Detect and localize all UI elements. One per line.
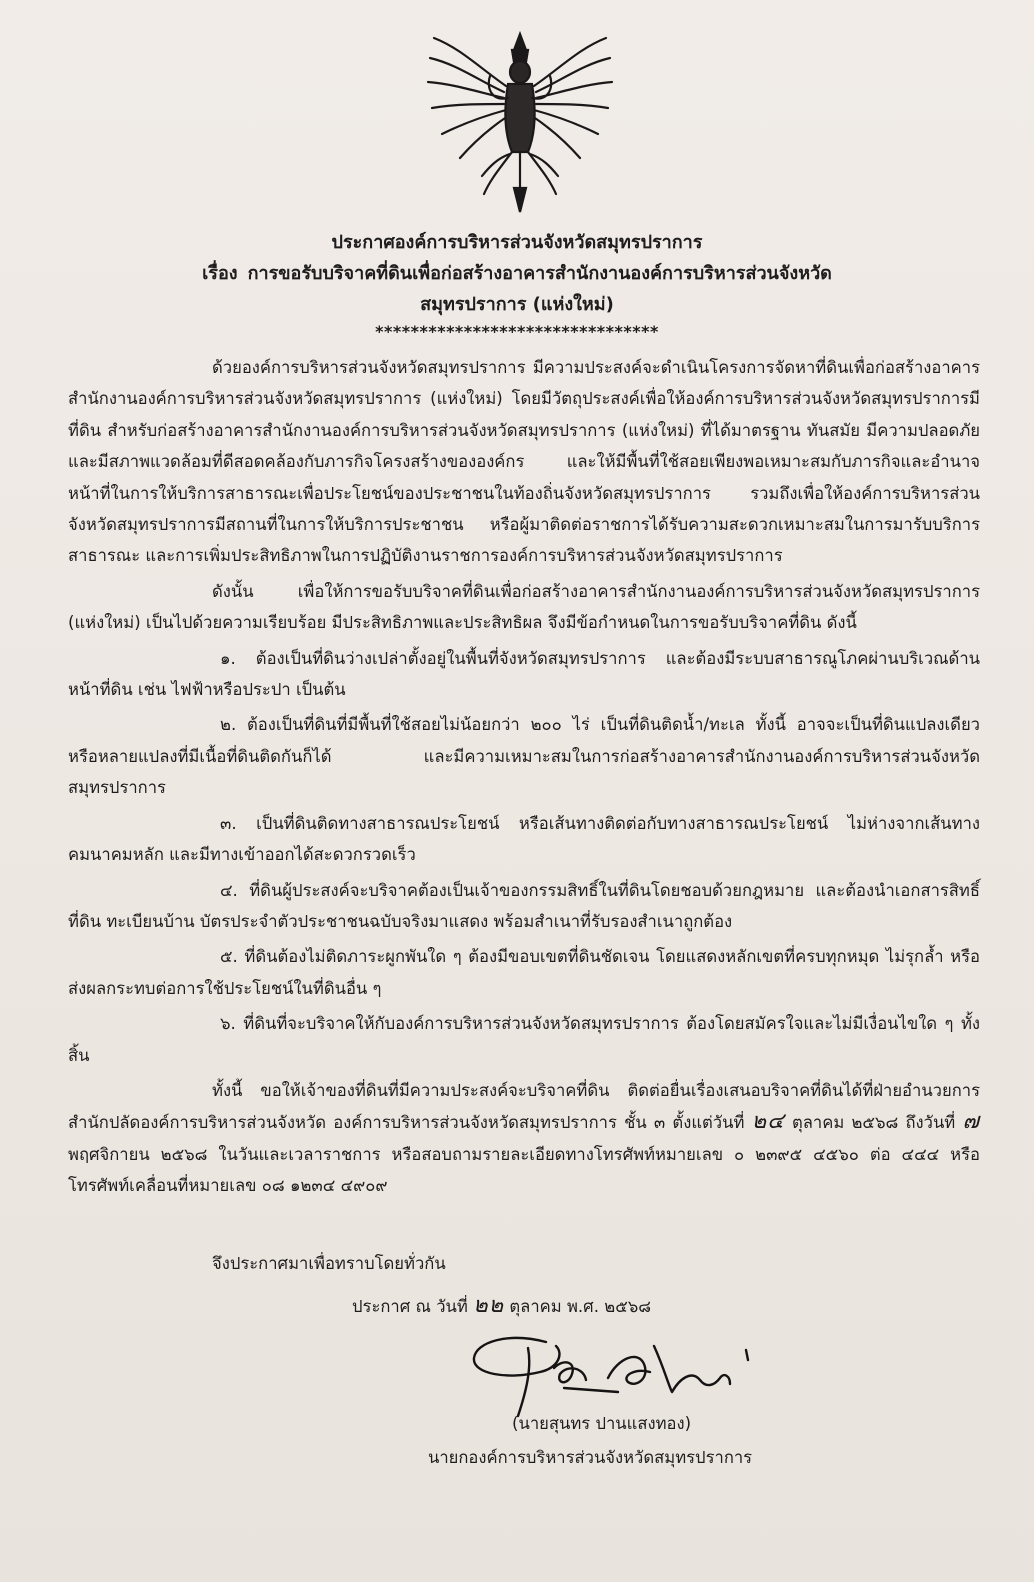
subject-label: เรื่อง bbox=[202, 263, 238, 284]
announce-date bbox=[352, 1290, 651, 1322]
document-body bbox=[68, 352, 980, 1206]
condition-item-1: ๑. ต้องเป็นที่ดินว่างเปล่าตั้งอยู่ในพื้นที่จังหวัดสมุทรปราการ และต้องมีระบบสาธารณูโภคผ่านบริเวณด้านหน้าที่ดิน เช่น ไฟฟ้าหรือประปา เป็นต้น bbox=[68, 648, 980, 700]
handwritten-start-day: ๒๔ bbox=[751, 1109, 785, 1135]
subject-text-line1: การขอรับบริจาคที่ดินเพื่อก่อสร้างอาคารสำนักงานองค์การบริหารส่วนจังหวัด bbox=[247, 263, 832, 284]
contact-text-c: พฤศจิกายน ๒๕๖๘ ในวันและเวลาราชการ หรือสอบถามรายละเอียดทางโทรศัพท์หมายเลข ๐ ๒๓๙๕ ๔๕๖๐ ต่อ ๔๔๔ หรือโทรศัพท์เคลื่อนที่หมายเลข ๐๘ ๑๒๓๔ ๔๙๐๙ bbox=[68, 1144, 980, 1196]
garuda-emblem-icon bbox=[420, 28, 620, 218]
condition-item-6: ๖. ที่ดินที่จะบริจาคให้กับองค์การบริหารส่วนจังหวัดสมุทรปราการ ต้องโดยสมัครใจและไม่มีเงื่อนไขใด ๆ ทั้งสิ้น bbox=[68, 1014, 980, 1065]
handwritten-date-day: ๒๒ bbox=[473, 1293, 505, 1318]
paragraph-contact bbox=[68, 1075, 980, 1202]
contact-text-b: ตุลาคม ๒๕๖๘ ถึงวันที่ bbox=[791, 1113, 956, 1133]
condition-item-5: ๕. ที่ดินต้องไม่ติดภาระผูกพันใด ๆ ต้องมีขอบเขตที่ดินชัดเจน โดยแสดงหลักเขตที่ครบทุกหมุด ไม่รุกล้ำ หรือส่งผลกระทบต่อการใช้ประโยชน์ในที่ดินอื่น ๆ bbox=[68, 947, 980, 998]
paragraph-conditions-lead: ดังนั้น เพื่อให้การขอรับบริจาคที่ดินเพื่อก่อสร้างอาคารสำนักงานองค์การบริหารส่วนจังหวัดสมุทรปราการ (แห่งใหม่) เป็นไปด้วยความเรียบร้อย มีประสิทธิภาพและประสิทธิผล จึงมีข้อกำหนดในการขอรับบริจาคที่ดิน ดังนี้ bbox=[68, 581, 980, 633]
condition-item-4: ๔. ที่ดินผู้ประสงค์จะบริจาคต้องเป็นเจ้าของกรรมสิทธิ์ในที่ดินโดยชอบด้วยกฎหมาย และต้องนำเอกสารสิทธิ์ที่ดิน ทะเบียนบ้าน บัตรประจำตัวประชาชนฉบับจริงมาแสดง พร้อมสำเนาที่รับรองสำเนาถูกต้อง bbox=[68, 880, 980, 931]
subject-line bbox=[0, 258, 1034, 289]
paragraph-intro: ด้วยองค์การบริหารส่วนจังหวัดสมุทรปราการ มีความประสงค์จะดำเนินโครงการจัดหาที่ดินเพื่อก่อสร้างอาคารสำนักงานองค์การบริหารส่วนจังหวัดสมุทรปราการ (แห่งใหม่) โดยมีวัตถุประสงค์เพื่อให้องค์การบริหารส่วนจังหวัดสมุทรปราการมีที่ดิน สำหรับก่อสร้างอาคารสำนักงานองค์การบริหารส่วนจังหวัดสมุทรปราการ (แห่งใหม่) ที่ได้มาตรฐาน ทันสมัย มีความปลอดภัยและมีสภาพแวดล้อมที่ดีสอดคล้องกับภารกิจโครงสร้างขององค์กร และให้มีพื้นที่ใช้สอยเพียงพอเหมาะสมกับภารกิจและอำนาจหน้าที่ในการให้บริการสาธารณะเพื่อประโยชน์ของประชาชนในท้องถิ่นจังหวัดสมุทรปราการ รวมถึงเพื่อให้องค์การบริหารส่วนจังหวัดสมุทรปราการมีสถานที่ในการให้บริการประชาชน หรือผู้มาติดต่อราชการได้รับความสะดวกเหมาะสมในการมารับบริการสาธารณะ และการเพิ่มประสิทธิภาพในการปฏิบัติงานราชการองค์การบริหารส่วนจังหวัดสมุทรปราการ bbox=[68, 358, 980, 566]
condition-item-2: ๒. ต้องเป็นที่ดินที่มีพื้นที่ใช้สอยไม่น้อยกว่า ๒๐๐ ไร่ เป็นที่ดินติดน้ำ/ทะเล ทั้งนี้ อาจจะเป็นที่ดินแปลงเดียว หรือหลายแปลงที่มีเนื้อที่ดินติดกันก็ได้ และมีความเหมาะสมในการก่อสร้างอาคารสำนักงานองค์การบริหารส่วนจังหวัดสมุทรปราการ bbox=[68, 715, 980, 798]
signer-name: (นายสุนทร ปานแสงทอง) bbox=[512, 1414, 692, 1433]
announcement-title: ประกาศองค์การบริหารส่วนจังหวัดสมุทรปราการ bbox=[331, 232, 703, 253]
subject-text-line2: สมุทรปราการ (แห่งใหม่) bbox=[420, 294, 614, 315]
date-suffix: ตุลาคม พ.ศ. ๒๕๖๘ bbox=[509, 1297, 652, 1316]
handwritten-end-day: ๗ bbox=[962, 1109, 980, 1135]
signer-title: นายกองค์การบริหารส่วนจังหวัดสมุทรปราการ bbox=[428, 1448, 753, 1467]
separator-stars: ******************************** bbox=[375, 322, 659, 341]
closing-announce: จึงประกาศมาเพื่อทราบโดยทั่วกัน bbox=[212, 1254, 446, 1273]
date-prefix: ประกาศ ณ วันที่ bbox=[352, 1297, 468, 1316]
condition-item-3: ๓. เป็นที่ดินติดทางสาธารณประโยชน์ หรือเส้นทางติดต่อกับทางสาธารณประโยชน์ ไม่ห่างจากเส้นทางคมนาคมหลัก และมีทางเข้าออกได้สะดวกรวดเร็ว bbox=[68, 813, 980, 865]
contact-text-a: ทั้งนี้ ขอให้เจ้าของที่ดินที่มีความประสงค์จะบริจาคที่ดิน ติดต่อยื่นเรื่องเสนอบริจาคที่ดินได้ที่ฝ่ายอำนวยการ สำนักปลัดองค์การบริหารส่วนจังหวัด องค์การบริหารส่วนจังหวัดสมุทรปราการ ชั้น ๓ ตั้งแต่วันที่ bbox=[68, 1080, 980, 1133]
